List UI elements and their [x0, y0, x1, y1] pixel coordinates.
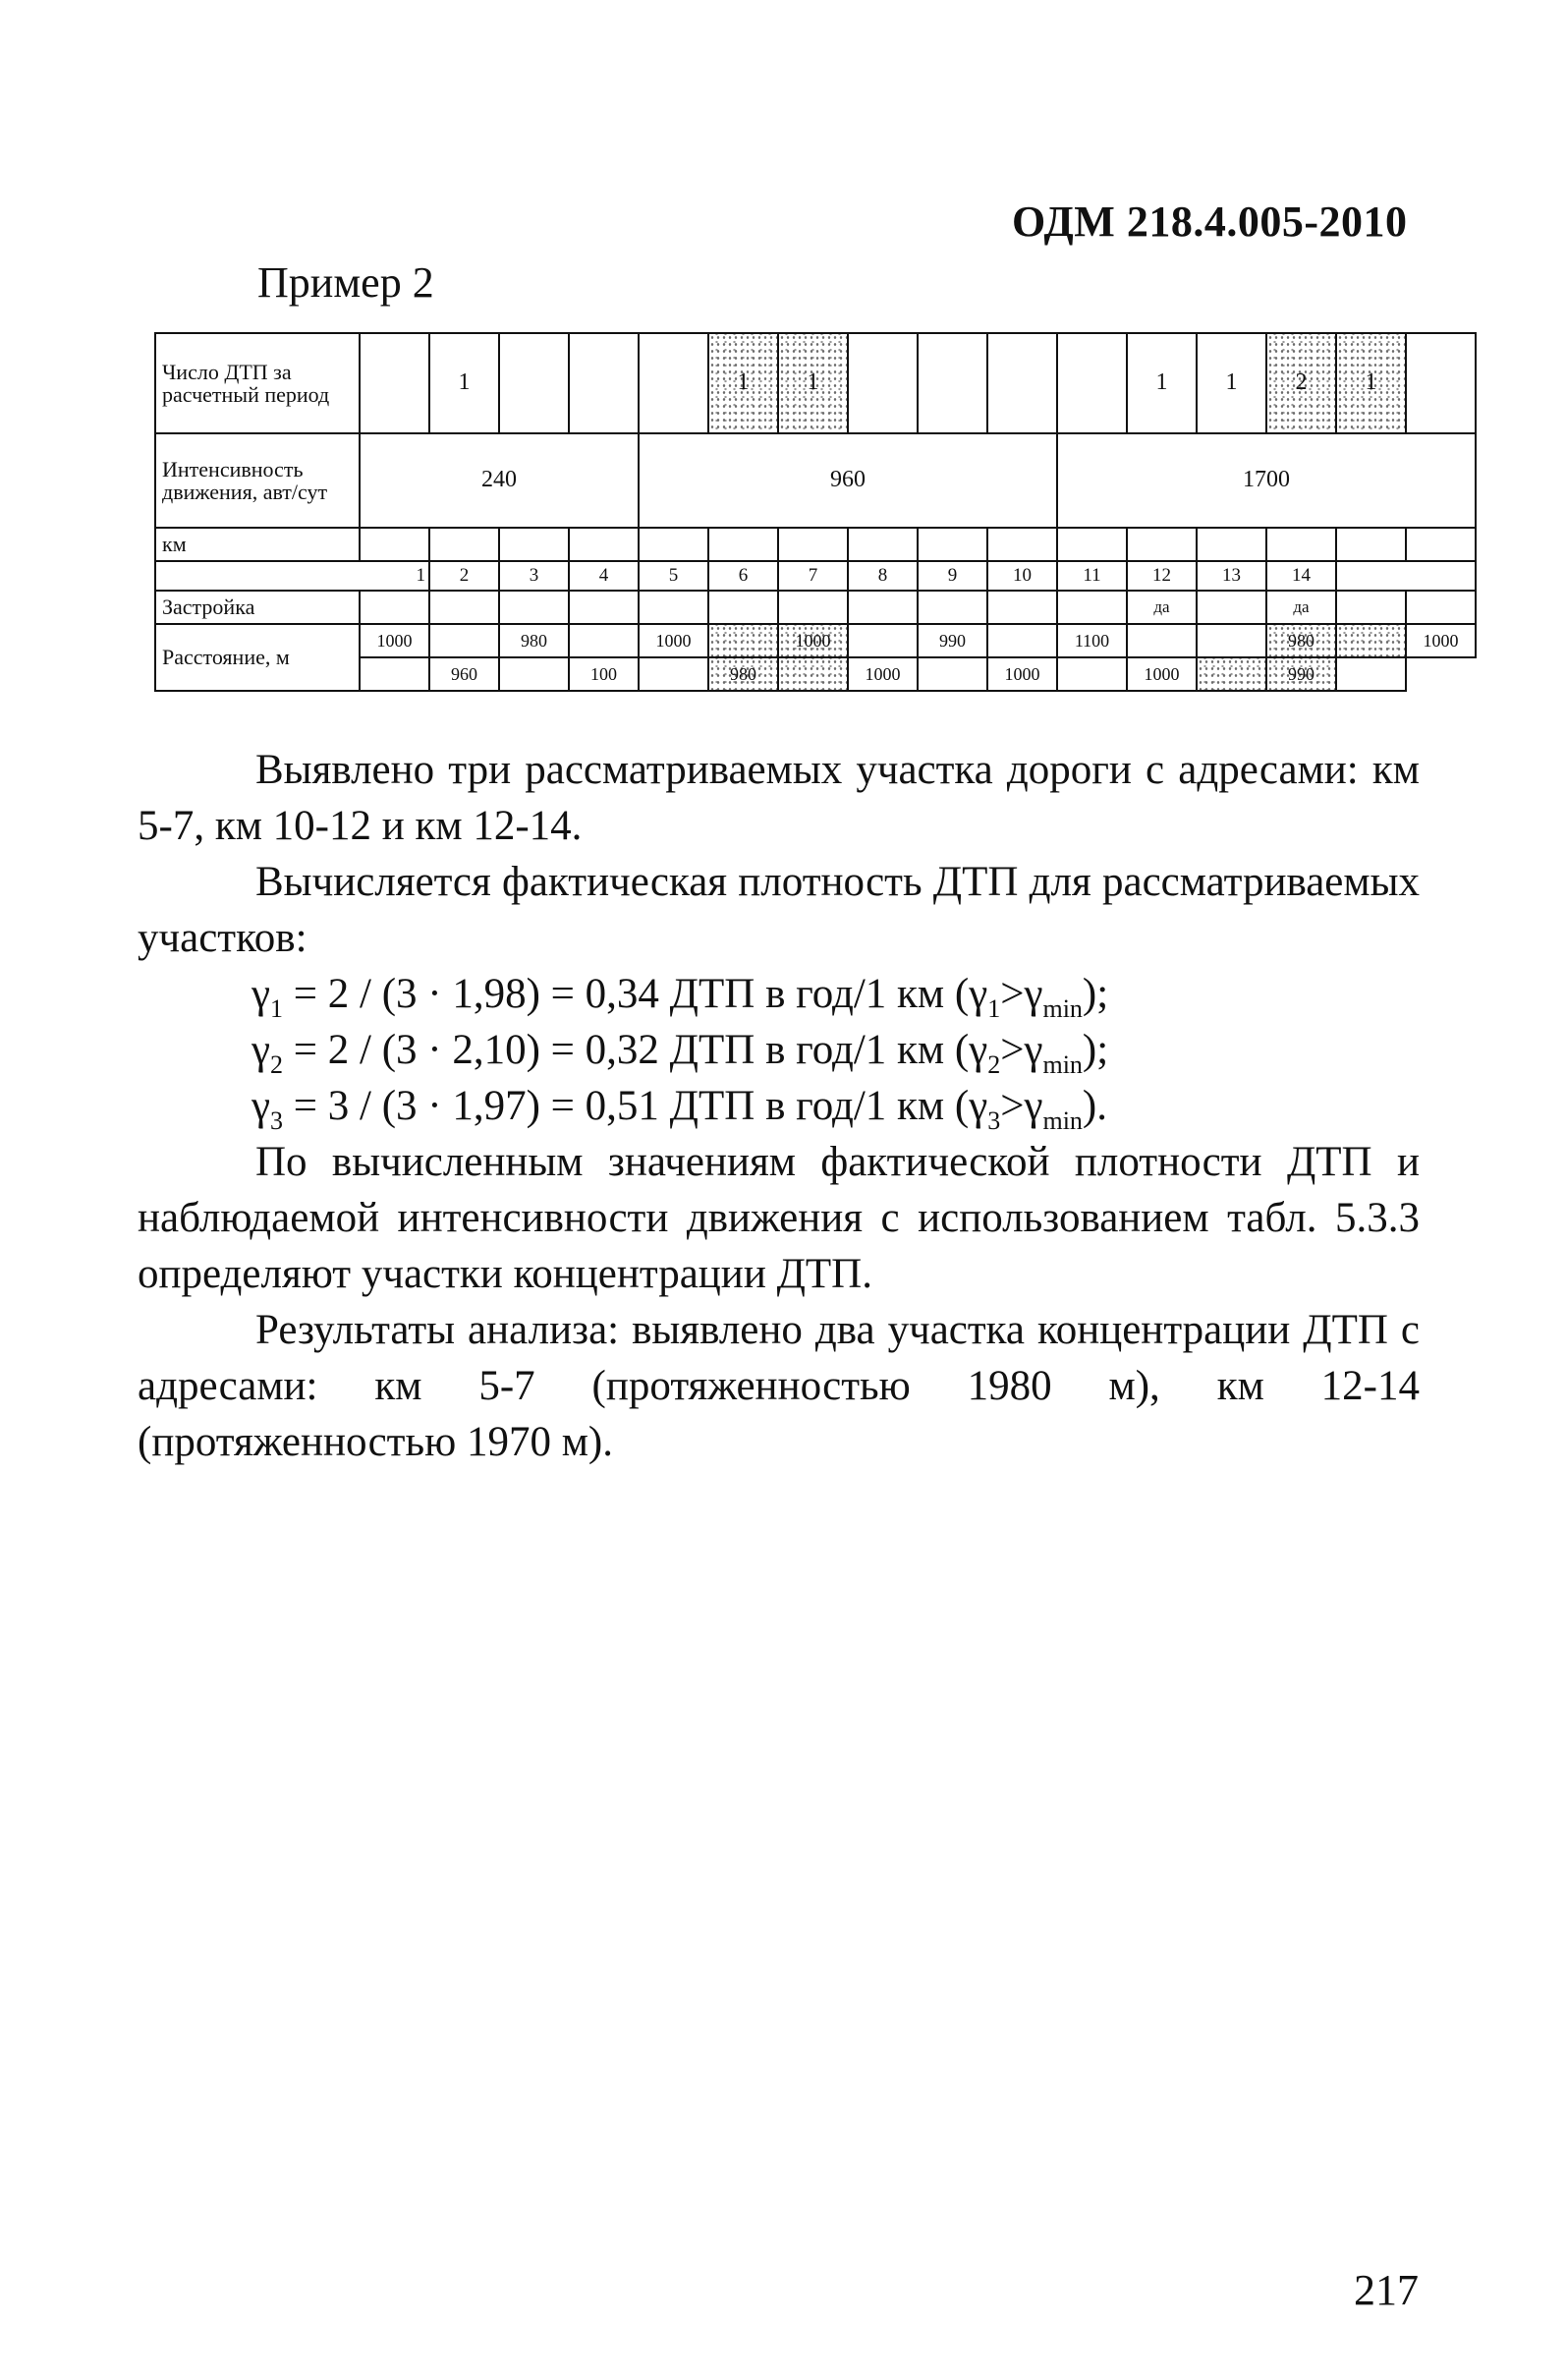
dtp-row-label: Число ДТП за расчетный период [155, 333, 360, 433]
page-number: 217 [1354, 2266, 1419, 2314]
distance-cell: 1000 [848, 657, 918, 691]
intensity-row-label: Интенсивность движения, авт/сут [155, 433, 360, 528]
paragraph-sections: Выявлено три рассматриваемых участка дороги с адресами: км 5-7, км 10-12 и км 12-14. [138, 747, 1420, 849]
km-number-cell: 7 [778, 561, 848, 591]
intensity-cell: 960 [639, 433, 1057, 528]
km-number-cell: 13 [1197, 561, 1266, 591]
dtp-count-cell-highlighted: 2 [1266, 333, 1336, 433]
dtp-count-cell [639, 333, 708, 433]
dtp-count-cell-highlighted: 1 [778, 333, 848, 433]
accident-table [154, 332, 1477, 692]
km-number-cell: 1 [155, 561, 429, 591]
distance-cell: 1000 [639, 624, 708, 657]
dtp-count-row [155, 333, 1476, 433]
distance-cell: 990 [918, 624, 987, 657]
distance-cell: 960 [429, 657, 499, 691]
paragraph-results: Результаты анализа: выявлено два участка концентрации ДТП с адресами: км 5-7 (протяженностью 1980 м), км 12-14 (протяженностью 1970 м). [138, 1307, 1420, 1465]
zastroika-cell: да [1127, 591, 1197, 624]
km-numbers-row [155, 561, 1476, 591]
formula-gamma-1: $\gamma_1 = 2 / (3 \cdot 1,98) = 0,34$ ДТП в год/1 км $(\gamma_1>\gamma_{min})$; [252, 971, 1109, 1023]
dtp-count-cell [360, 333, 429, 433]
accident-table-container [154, 332, 1477, 692]
dtp-count-cell: 1 [1127, 333, 1197, 433]
km-number-cell: 11 [1057, 561, 1127, 591]
distance-cell-highlighted: 990 [1266, 657, 1336, 691]
formula-gamma-2: $\gamma_2 = 2 / (3 \cdot 2,10) = 0,32$ ДТП в год/1 км $(\gamma_2>\gamma_{min})$; [252, 1027, 1109, 1079]
zastroika-cell: да [1266, 591, 1336, 624]
km-number-cell: 4 [569, 561, 639, 591]
km-number-cell: 2 [429, 561, 499, 591]
dtp-count-cell [1057, 333, 1127, 433]
distance-cell-highlighted: 980 [708, 657, 778, 691]
body-text [138, 742, 1420, 1470]
km-row-label: км [155, 528, 360, 561]
dtp-count-cell-highlighted: 1 [708, 333, 778, 433]
km-number-cell: 6 [708, 561, 778, 591]
intensity-cell: 1700 [1057, 433, 1476, 528]
dtp-count-cell [848, 333, 918, 433]
document-code: ОДМ 218.4.005-2010 [1012, 198, 1408, 246]
dtp-count-cell [499, 333, 569, 433]
distance-cell-highlighted: 1000 [778, 624, 848, 657]
dtp-count-cell-highlighted: 1 [1336, 333, 1406, 433]
zastroika-row-label: Застройка [155, 591, 360, 624]
formula-gamma-3: $\gamma_3 = 3 / (3 \cdot 1,97) = 0,51$ ДТП в год/1 км $(\gamma_3>\gamma_{min})$. [252, 1083, 1107, 1135]
dtp-count-cell: 1 [429, 333, 499, 433]
km-number-cell: 9 [918, 561, 987, 591]
dtp-count-cell: 1 [1197, 333, 1266, 433]
distance-cell: 1000 [1127, 657, 1197, 691]
km-number-cell: 3 [499, 561, 569, 591]
distance-cell: 1100 [1057, 624, 1127, 657]
distance-row-top [155, 624, 1476, 657]
zastroika-row [155, 591, 1476, 624]
dtp-count-cell [987, 333, 1057, 433]
dtp-count-cell [1406, 333, 1476, 433]
distance-cell: 1000 [1406, 624, 1476, 657]
km-number-cell: 10 [987, 561, 1057, 591]
dtp-count-cell [918, 333, 987, 433]
dtp-count-cell [569, 333, 639, 433]
intensity-cell: 240 [360, 433, 639, 528]
distance-cell: 1000 [987, 657, 1057, 691]
distance-cell-highlighted: 980 [1266, 624, 1336, 657]
paragraph-method: По вычисленным значениям фактической плотности ДТП и наблюдаемой интенсивности движения с использованием табл. 5.3.3 определяют участки концентрации ДТП. [138, 1139, 1420, 1297]
km-number-cell: 14 [1266, 561, 1336, 591]
km-number-cell: 5 [639, 561, 708, 591]
distance-cell: 980 [499, 624, 569, 657]
distance-cell: 100 [569, 657, 639, 691]
km-row [155, 528, 1476, 561]
intensity-row [155, 433, 1476, 528]
example-title: Пример 2 [257, 258, 434, 307]
distance-cell: 1000 [360, 624, 429, 657]
km-number-cell: 12 [1127, 561, 1197, 591]
paragraph-density-intro: Вычисляется фактическая плотность ДТП для рассматриваемых участков: [138, 859, 1420, 961]
distance-row-label: Расстояние, м [155, 624, 360, 691]
km-number-cell: 8 [848, 561, 918, 591]
